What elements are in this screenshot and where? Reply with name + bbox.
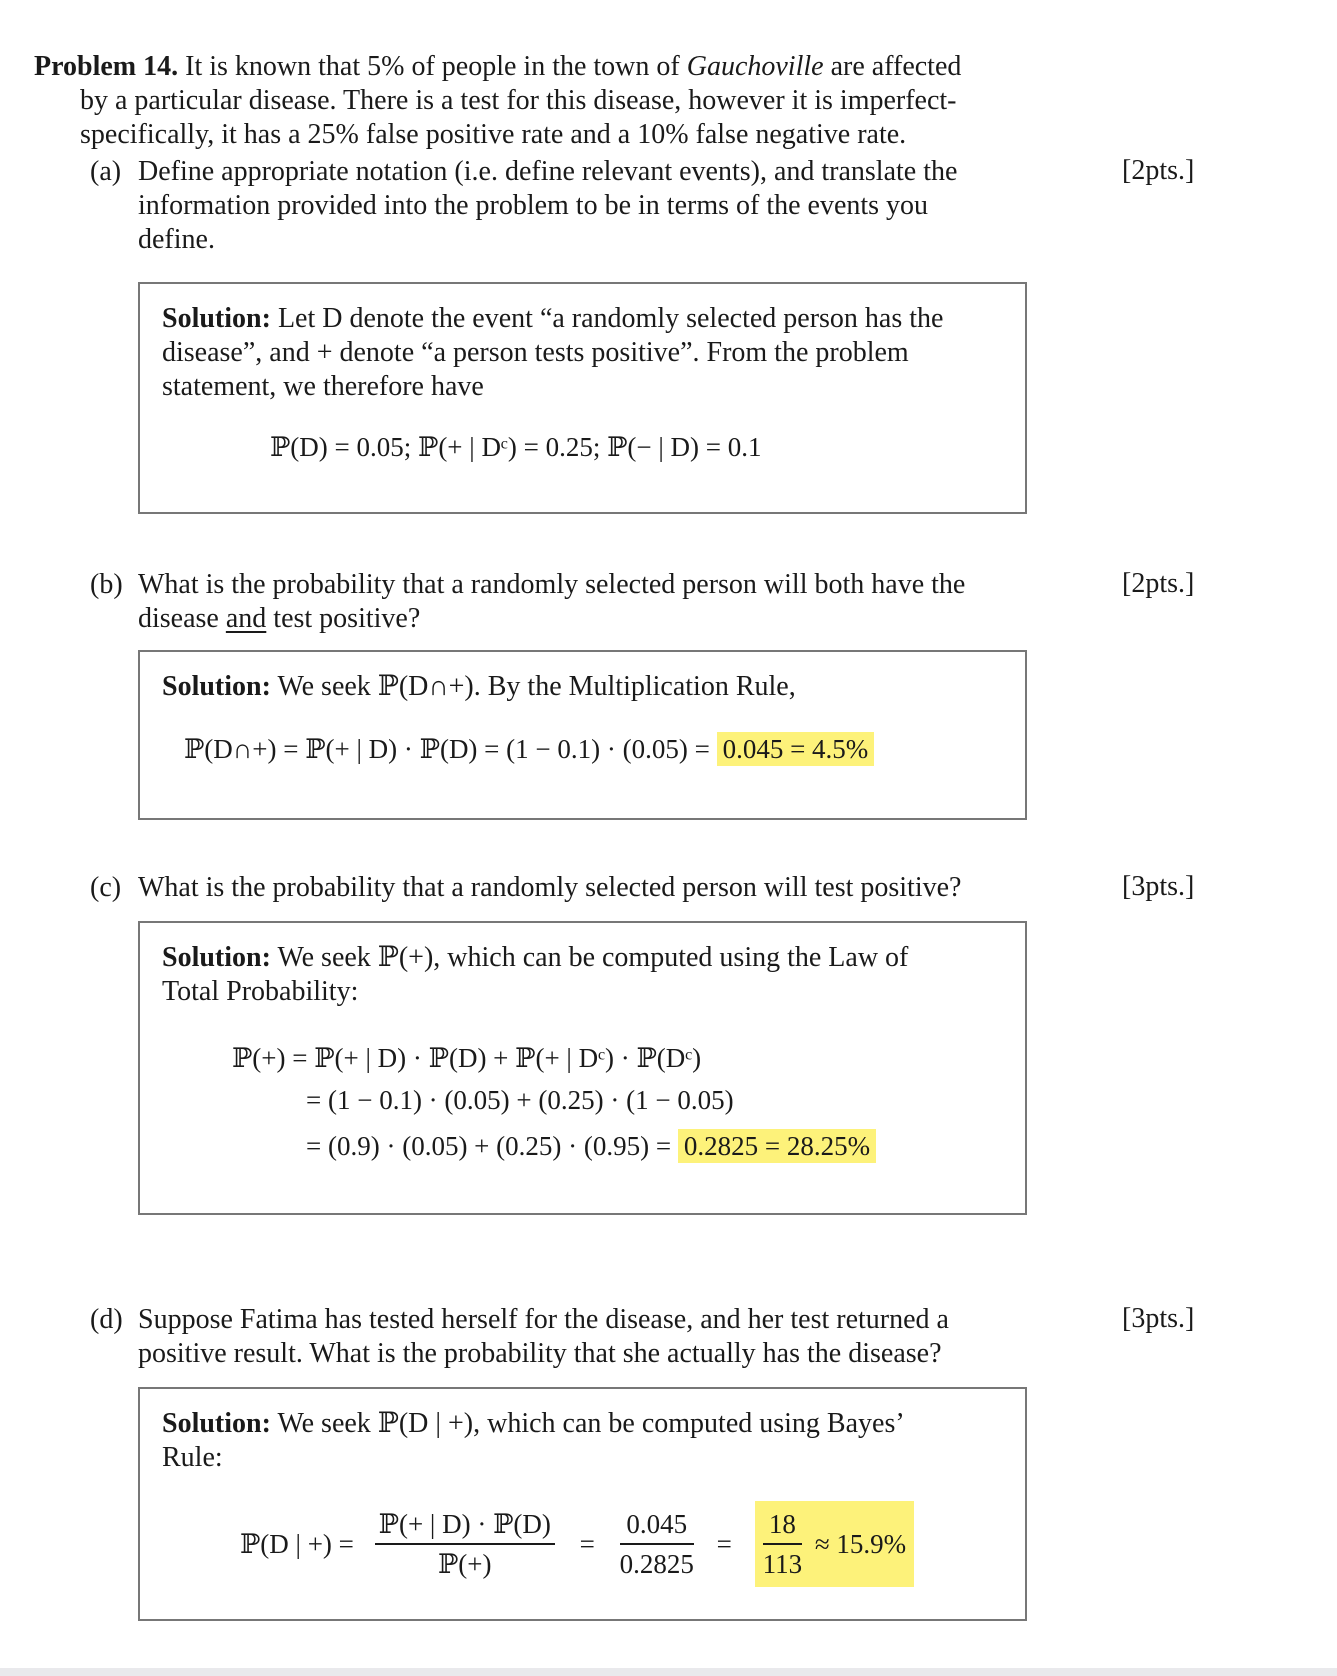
part-c-eq-3-line [306, 1131, 876, 1162]
part-a-solution-box [138, 282, 1027, 514]
problem-statement [34, 50, 1034, 152]
part-b-points: [2pts.] [1122, 568, 1195, 599]
part-c-eq-3: = (0.9) · (0.05) + (0.25) · (0.95) = [306, 1131, 678, 1161]
fraction-values [620, 1507, 694, 1581]
part-c-question [90, 871, 1030, 905]
part-a-equation: ℙ(D) = 0.05; ℙ(+ | Dᶜ) = 0.25; ℙ(− | D) = 0.1 [270, 432, 762, 462]
fraction-denominator: 113 [762, 1549, 803, 1579]
part-d-line-1: Suppose Fatima has tested herself for the disease, and her test returned a [138, 1304, 949, 1335]
fraction-answer [763, 1507, 803, 1581]
part-a-label: (a) [90, 156, 122, 187]
part-a-question [90, 155, 1030, 257]
town-name: Gauchoville [686, 51, 824, 82]
fraction-numerator: 0.045 [620, 1507, 694, 1545]
part-c-label: (c) [90, 872, 122, 903]
part-b-line-2-post: test positive? [266, 603, 421, 634]
part-d-points: [3pts.] [1122, 1303, 1195, 1334]
part-b-equation-line [184, 734, 874, 765]
part-a-line-2: information provided into the problem to be in terms of the events you [138, 190, 929, 221]
part-c-answer-highlight: 0.2825 = 28.25% [678, 1129, 876, 1163]
problem-line-3: specifically, it has a 25% false positive rate and a 10% false negative rate. [80, 119, 907, 150]
part-a-sol-line-3: statement, we therefore have [162, 371, 484, 402]
solution-label: Solution: [162, 1408, 271, 1439]
part-c-solution-box [138, 921, 1027, 1215]
problem-intro: It is known that 5% of people in the town of [185, 51, 687, 82]
solution-label: Solution: [162, 303, 271, 334]
part-d-answer-highlight [755, 1501, 915, 1587]
part-a-sol-line-2: disease”, and + denote “a person tests positive”. From the problem [162, 337, 909, 368]
part-a-line-3: define. [138, 224, 215, 255]
solution-label: Solution: [162, 671, 271, 702]
part-d-sol-line-2: Rule: [162, 1442, 223, 1473]
part-d-bayes-equation [240, 1501, 914, 1587]
part-d-sol-line-1: We seek ℙ(D | +), which can be computed using Bayes’ [277, 1408, 905, 1439]
problem-line-2: by a particular disease. There is a test for this disease, however it is imperfect- [80, 85, 957, 116]
part-c-eq-2: = (1 − 0.1) · (0.05) + (0.25) · (1 − 0.05) [306, 1085, 734, 1115]
fraction-numerator: ℙ(+ | D) · ℙ(D) [375, 1507, 555, 1545]
part-b-solution-box [138, 650, 1027, 820]
part-d-line-2: positive result. What is the probability that she actually has the disease? [138, 1338, 942, 1369]
problem-intro-end: are affected [823, 51, 962, 82]
part-d-question [90, 1303, 1030, 1371]
part-b-answer-highlight: 0.045 = 4.5% [717, 732, 875, 766]
fraction-numerator: 18 [763, 1507, 803, 1545]
fraction-denominator: ℙ(+) [438, 1549, 492, 1579]
fraction-denominator: 0.2825 [619, 1549, 694, 1579]
part-d-lhs: ℙ(D | +) = [240, 1529, 354, 1559]
part-b-line-1: What is the probability that a randomly selected person will both have the [138, 569, 966, 600]
part-b-equation: ℙ(D∩+) = ℙ(+ | D) · ℙ(D) = (1 − 0.1) · (0.05) = [184, 734, 717, 764]
part-b-line-2-pre: disease [138, 603, 226, 634]
equals-sign: = [579, 1529, 595, 1559]
part-d-solution-box [138, 1387, 1027, 1621]
fraction-bayes [375, 1507, 555, 1581]
part-c-line-1: What is the probability that a randomly selected person will test positive? [138, 872, 962, 903]
part-d-approx: ≈ 15.9% [814, 1529, 907, 1559]
part-b-label: (b) [90, 569, 123, 600]
part-c-sol-line-2: Total Probability: [162, 976, 359, 1007]
solution-label: Solution: [162, 942, 271, 973]
equals-sign: = [716, 1529, 732, 1559]
part-b-question [90, 568, 1030, 636]
problem-label: Problem 14. [34, 51, 179, 82]
part-a-sol-line-1: Let D denote the event “a randomly selected person has the [277, 303, 944, 334]
part-c-eq-1: ℙ(+) = ℙ(+ | D) · ℙ(D) + ℙ(+ | Dᶜ) · ℙ(Dᶜ) [232, 1043, 702, 1073]
page-bottom-edge [0, 1668, 1337, 1676]
part-d-label: (d) [90, 1304, 123, 1335]
part-b-underlined-and: and [225, 603, 267, 634]
part-c-points: [3pts.] [1122, 871, 1195, 902]
part-a-points: [2pts.] [1122, 155, 1195, 186]
part-b-sol-line-1: We seek ℙ(D∩+). By the Multiplication Rule, [277, 671, 796, 702]
part-c-sol-line-1: We seek ℙ(+), which can be computed using the Law of [277, 942, 909, 973]
part-a-line-1: Define appropriate notation (i.e. define relevant events), and translate the [138, 156, 958, 187]
